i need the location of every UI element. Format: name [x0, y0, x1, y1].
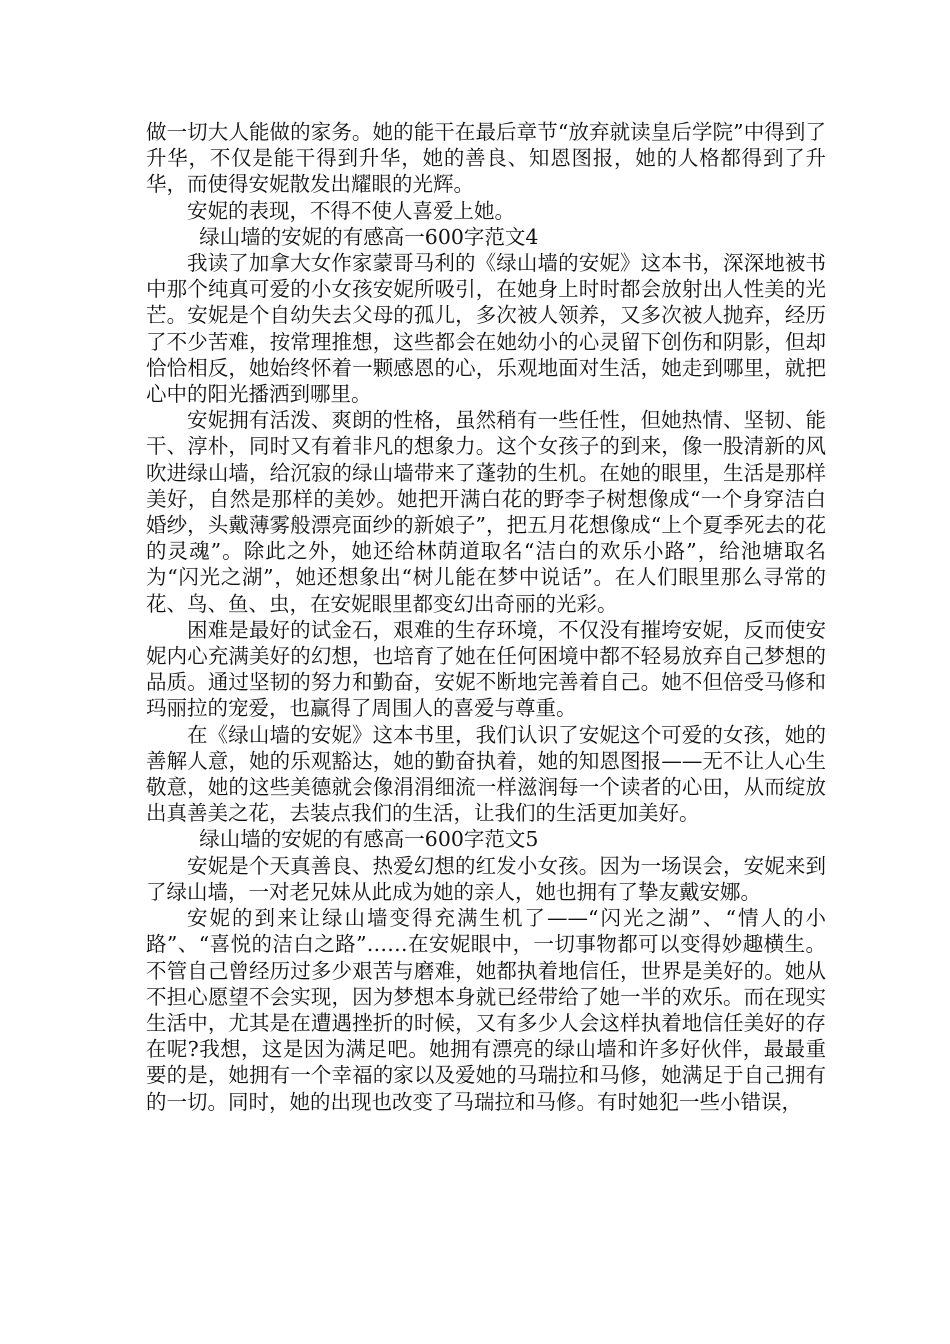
section-heading: 绿山墙的安妮的有感高一600字范文4 [199, 224, 539, 249]
paragraph: 安妮的到来让绿山墙变得充满生机了——“闪光之湖”、“情人的小路”、“喜悦的洁白之路”……在安妮眼中，一切事物都可以变得妙趣横生。不管自己曾经历过多少艰苦与磨难，她都执着地信任，世界是美好的。她从不担心愿望不会实现，因为梦想本身就已经带给了她一半的欢乐。而在现实生活中，尤其是在遭遇挫折的时候，又有多少人会这样执着地信任美好的存在呢?我想，这是因为满足吧。她拥有漂亮的绿山墙和许多好伙伴，最最重要的是，她拥有一个幸福的家以及爱她的马瑞拉和马修，她满足于自己拥有的一切。同时，她的出现也改变了马瑞拉和马修。有时她犯一些小错误， [146, 906, 826, 1114]
paragraph: 我读了加拿大女作家蒙哥马利的《绿山墙的安妮》这本书，深深地被书中那个纯真可爱的小女孩安妮所吸引，在她身上时时都会放射出人性美的光芒。安妮是个自幼失去父母的孤儿，多次被人领养，又多次被人抛弃，经历了不少苦难，按常理推想，这些都会在她幼小的心灵留下创伤和阴影，但却恰恰相反，她始终怀着一颗感恩的心，乐观地面对生活，她走到哪里，就把心中的阳光播洒到哪里。 [146, 251, 826, 407]
paragraph: 困难是最好的试金石，艰难的生存环境，不仅没有摧垮安妮，反而使安妮内心充满美好的幻想，也培育了她在任何困境中都不轻易放弃自己梦想的品质。通过坚韧的努力和勤奋，安妮不断地完善着自己。她不但倍受马修和玛丽拉的宠爱，也赢得了周围人的喜爱与尊重。 [146, 617, 826, 721]
paragraph: 在《绿山墙的安妮》这本书里，我们认识了安妮这个可爱的女孩，她的善解人意，她的乐观豁达，她的勤奋执着，她的知恩图报——无不让人心生敬意，她的这些美德就会像涓涓细流一样滋润每一个读者的心田，从而绽放出真善美之花，去装点我们的生活，让我们的生活更加美好。 [146, 722, 826, 826]
paragraph-continuation: 做一切大人能做的家务。她的能干在最后章节“放弃就读皇后学院”中得到了升华，不仅是能干得到升华，她的善良、知恩图报，她的人格都得到了升华，而使得安妮散发出耀眼的光辉。 [146, 120, 826, 197]
paragraph: 安妮的表现，不得不使人喜爱上她。 [187, 198, 515, 223]
document-body [146, 119, 826, 1115]
paragraph: 安妮是个天真善良、热爱幻想的红发小女孩。因为一场误会，安妮来到了绿山墙，一对老兄妹从此成为她的亲人，她也拥有了挚友戴安娜。 [146, 853, 826, 904]
paragraph: 安妮拥有活泼、爽朗的性格，虽然稍有一些任性，但她热情、坚韧、能干、淳朴，同时又有着非凡的想象力。这个女孩子的到来，像一股清新的风吹进绿山墙，给沉寂的绿山墙带来了蓬勃的生机。在她的眼里，生活是那样美好，自然是那样的美妙。她把开满白花的野李子树想像成“一个身穿洁白婚纱，头戴薄雾般漂亮面纱的新娘子”，把五月花想像成“上个夏季死去的花的灵魂”。除此之外，她还给林荫道取名“洁白的欢乐小路”，给池塘取名为“闪光之湖”，她还想象出“树儿能在梦中说话”。在人们眼里那么寻常的花、鸟、鱼、虫，在安妮眼里都变幻出奇丽的光彩。 [146, 408, 826, 616]
section-heading: 绿山墙的安妮的有感高一600字范文5 [199, 827, 539, 852]
